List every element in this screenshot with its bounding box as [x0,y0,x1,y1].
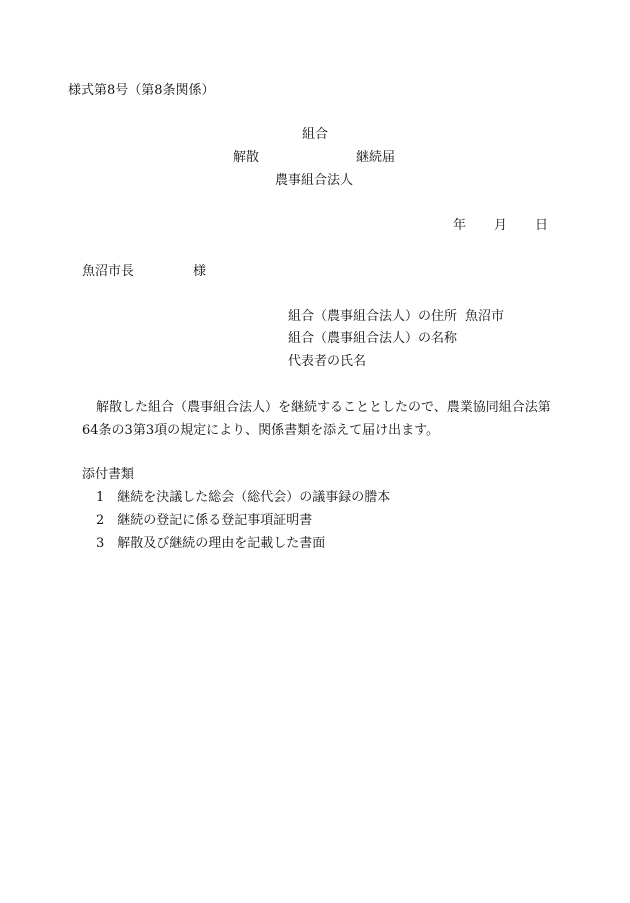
attachments-heading: 添付書類 [82,467,135,482]
attachment-item-text: 継続の登記に係る登記事項証明書 [117,513,313,528]
addressee-honorific: 様 [193,264,207,279]
body-text-line-2: 64条の3第3項の規定により、関係書類を添えて届け出ます。 [82,423,440,438]
date-year-label: 年 [453,218,467,233]
attachment-item [96,537,325,550]
title-type-upper: 組合 [302,127,329,142]
applicant-representative-label: 代表者の氏名 [288,354,367,369]
attachment-item-number: 3 [96,536,105,551]
attachment-item [96,491,390,504]
attachment-item-number: 1 [96,490,105,505]
date-month-label: 月 [494,218,508,233]
attachment-item [96,514,312,527]
applicant-address-value: 魚沼市 [465,309,505,324]
attachment-item-text: 解散及び継続の理由を記載した書面 [117,536,326,551]
applicant-name-label: 組合（農事組合法人）の名称 [288,331,458,346]
form-number: 様式第8号（第8条関係） [68,83,215,98]
attachment-item-number: 2 [96,513,105,528]
title-type-lower: 農事組合法人 [275,173,354,188]
applicant-address-label: 組合（農事組合法人）の住所 [288,309,458,324]
body-text-line-1: 解散した組合（農事組合法人）を継続することとしたので、農業協同組合法第 [96,400,551,415]
attachment-item-text: 継続を決議した総会（総代会）の議事録の謄本 [117,490,391,505]
title-continuation-notice: 継続届 [356,150,396,165]
date-day-label: 日 [535,218,549,233]
addressee-name: 魚沼市長 [82,264,135,279]
title-dissolution: 解散 [233,150,260,165]
